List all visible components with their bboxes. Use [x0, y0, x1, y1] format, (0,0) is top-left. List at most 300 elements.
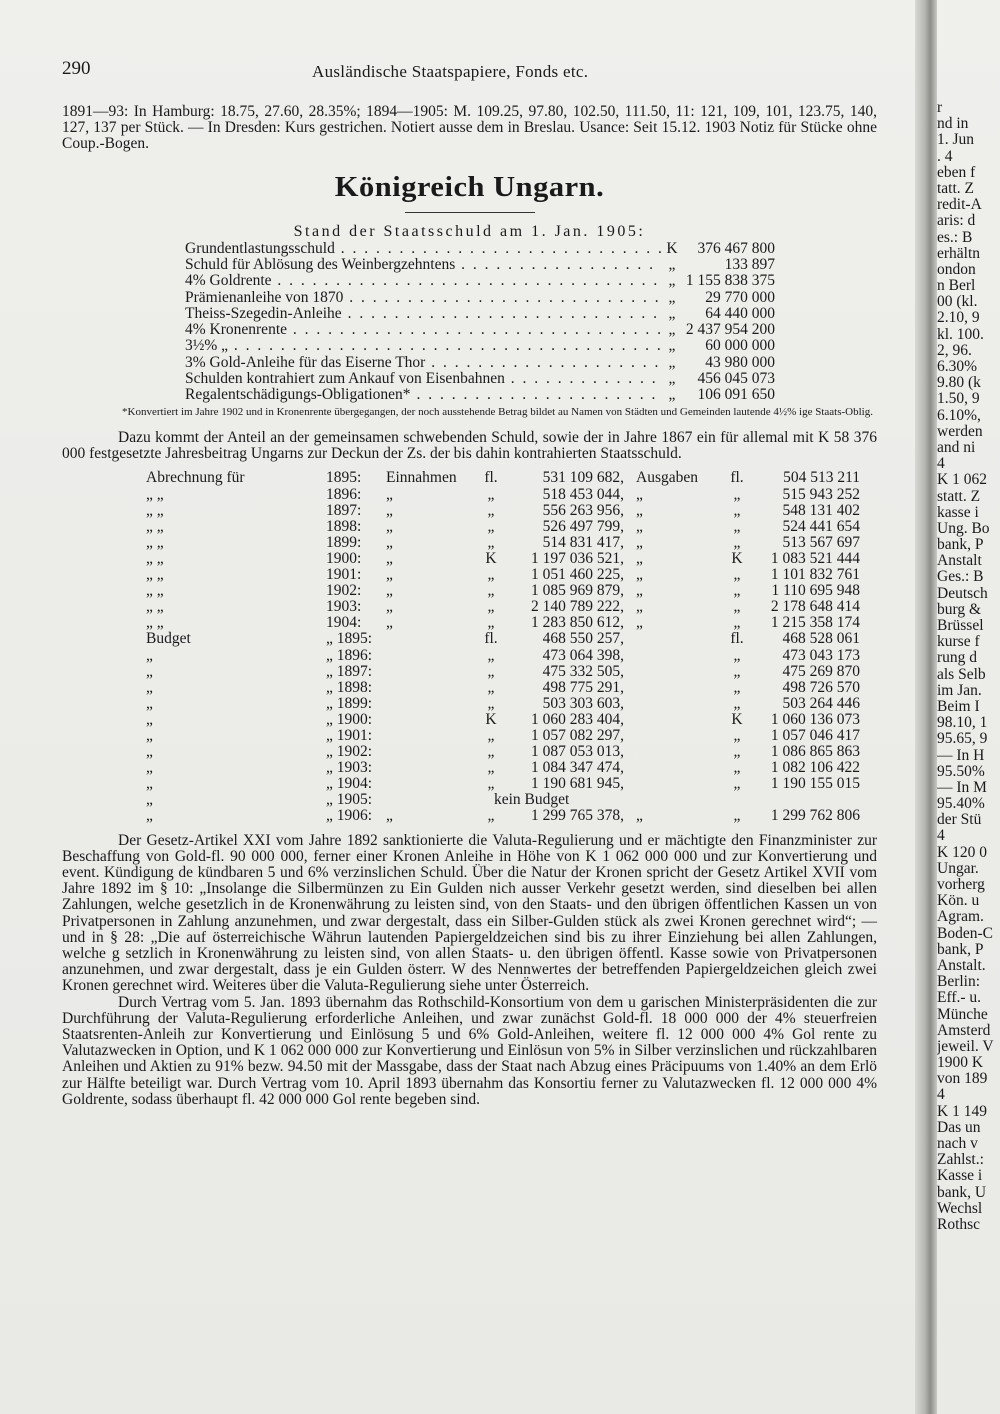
income-currency: „ [487, 678, 495, 696]
fragment-line: im Jan. [937, 681, 982, 699]
expense-currency: K [731, 710, 743, 728]
fragment-line: Rothsc [937, 1215, 981, 1233]
row-label: „ [146, 807, 153, 825]
debt-row [185, 290, 775, 306]
table-row-1905 [62, 792, 877, 808]
row-year: „ 1903: [326, 759, 373, 777]
fragment-line: aris: d [937, 212, 976, 230]
income-label: „ [386, 598, 393, 616]
debt-row [185, 322, 775, 338]
income-currency: „ [487, 775, 495, 793]
left-page [62, 50, 877, 1390]
fragment-line: Brüssel [937, 617, 984, 634]
expense-label: „ [636, 614, 643, 632]
fragment-line: Beim I [937, 697, 980, 715]
fragment-line: 1. Jun [937, 131, 975, 149]
row-label: „ „ [146, 582, 164, 600]
row-label: „ [146, 710, 153, 728]
row-year: 1901: [326, 566, 362, 584]
income-amount: 556 263 956, [542, 501, 624, 519]
table-row [62, 696, 877, 712]
table-row [62, 615, 877, 631]
expense-amount: 1 101 832 761 [770, 566, 860, 584]
debt-status-heading: Stand der Staatsschuld am 1. Jan. 1905: [293, 222, 646, 240]
expense-amount: 548 131 402 [782, 501, 860, 519]
income-label: Einnahmen [386, 469, 457, 487]
income-amount: 1 087 053 013, [531, 743, 624, 761]
accounts-table [62, 470, 877, 792]
income-amount: 1 051 460 225, [531, 566, 624, 584]
row-label: „ [146, 775, 153, 793]
fragment-line: Ges.: B [937, 568, 984, 586]
fragment-line: Berlin: [937, 973, 981, 991]
debt-amount: 376 467 800 [697, 239, 775, 257]
table-row [62, 551, 877, 567]
fragment-line: redit-A [937, 196, 982, 214]
debt-row [185, 257, 775, 273]
income-label: „ [386, 517, 393, 535]
expense-currency: „ [733, 566, 741, 584]
expense-currency: „ [733, 614, 741, 632]
expense-amount: 513 567 697 [782, 533, 860, 551]
expense-amount: 1 299 762 806 [770, 807, 860, 825]
debt-table [185, 241, 775, 404]
debt-label: 3½% „ . . . [185, 338, 661, 354]
table-row-1906 [62, 808, 877, 824]
fragment-line: nach v [937, 1135, 978, 1152]
row-label: „ „ [146, 566, 164, 584]
debt-label: Schuld für Ablösung des Weinbergzehntens . . . [185, 257, 661, 273]
income-amount: 1 299 765 378, [531, 807, 624, 825]
expense-label [624, 776, 724, 792]
expense-currency: fl. [730, 630, 744, 648]
expense-currency: „ [733, 646, 741, 664]
expense-currency: fl. [730, 469, 744, 487]
table-row [62, 680, 877, 696]
debt-label: 4% Kronenrente . . . [185, 322, 661, 338]
row-label: „ „ [146, 533, 164, 551]
income-amount: 1 085 969 879, [531, 582, 624, 600]
row-year: 1895: [326, 469, 362, 487]
income-currency: „ [487, 743, 495, 761]
debt-amount: 133 897 [724, 255, 775, 273]
debt-amount: 64 440 000 [705, 304, 775, 322]
debt-amount: 106 091 650 [697, 386, 775, 404]
row-year: „ 1904: [326, 775, 373, 793]
table-row [62, 599, 877, 615]
income-label [386, 680, 478, 696]
income-currency: „ [487, 759, 495, 777]
fragment-line: 2.10, 9 [937, 309, 980, 327]
debt-label: Theiss-Szegedin-Anleihe . . . [185, 306, 661, 322]
income-currency: „ [487, 614, 495, 632]
debt-label: 3% Gold-Anleihe für das Eiserne Thor . . . [185, 355, 661, 371]
fragment-line: Agram. [937, 908, 984, 926]
income-amount: 518 453 044, [542, 485, 624, 503]
expense-amount: 468 528 061 [782, 630, 860, 648]
fragment-line: 1900 K [937, 1054, 984, 1072]
expense-currency: „ [733, 678, 741, 696]
debt-label: Schulden kontrahiert zum Ankauf von Eisenbahnen . . . [185, 371, 661, 387]
debt-amount: 29 770 000 [705, 288, 775, 306]
expense-label: „ [636, 501, 643, 519]
fragment-line: der Stü [937, 811, 982, 829]
expense-label [624, 648, 724, 664]
expense-amount: 498 726 570 [782, 678, 860, 696]
income-amount: 1 057 082 297, [531, 726, 624, 744]
row-year: 1897: [326, 501, 362, 519]
fragment-line: bank, P [937, 536, 984, 554]
row-label: „ „ [146, 501, 164, 519]
fragment-line: nd in [937, 115, 969, 133]
debt-row [185, 387, 775, 403]
row-label: „ [146, 759, 153, 777]
title-rule [405, 212, 535, 213]
income-amount: 473 064 398, [542, 646, 624, 664]
expense-amount: 1 110 695 948 [771, 582, 860, 600]
row-label: Budget [146, 630, 191, 648]
income-label [386, 744, 478, 760]
expense-amount: 1 060 136 073 [770, 710, 860, 728]
expense-label: „ [636, 598, 643, 616]
fragment-line: 95.50% [937, 762, 985, 780]
fragment-line: jeweil. V [937, 1037, 994, 1055]
income-currency: „ [487, 485, 495, 503]
income-label [386, 631, 478, 647]
fragment-line: and ni [937, 438, 976, 456]
expense-label [624, 664, 724, 680]
row-label: „ [146, 743, 153, 761]
row-year: 1898: [326, 517, 362, 535]
expense-currency: „ [733, 694, 741, 712]
fragment-line: burg & [937, 600, 982, 618]
debt-label: Regalentschädigungs-Obligationen* . . . [185, 387, 661, 403]
fragment-line: Amsterd [937, 1021, 991, 1039]
footnote: *Konvertiert im Jahre 1902 und in Kronenrente übergegangen, der noch ausstehende Betrag bildet au Namen von Städten und Gemeinden lautende 4½% ige Staats-Oblig. [122, 405, 873, 418]
income-amount: 503 303 603, [542, 694, 624, 712]
row-year: „ 1897: [326, 662, 373, 680]
income-amount: 475 332 505, [542, 662, 624, 680]
debt-amount: 1 155 838 375 [685, 272, 775, 290]
income-currency: „ [487, 662, 495, 680]
fragment-line: 95.65, 9 [937, 730, 988, 748]
row-label: „ [146, 678, 153, 696]
row-year: „ 1901: [326, 726, 373, 744]
fragment-line: 4 [937, 827, 945, 845]
fragment-line: als Selb [937, 665, 986, 683]
gesetz-paragraph: Der Gesetz-Artikel XXI vom Jahre 1892 sanktionierte die Valuta-Regulierung und er mächtigte den Finanzminister zur Beschaffung von Gold-fl. 90 000 000, ferner einer Kronen Anleihe in Höhe von K 1 062 000 000 und zur Konvertierung und event. Kündigung de kündbaren 5 und 6% verzinslichen Schuld. Über die Natur der Kronen spricht der Gesetz Artikel XVII vom Jahre 1892 im § 10: „Insolange die Silbermünzen zu Ein Gulden nich ausser Verkehr gesetzt werden, sind dieselben bei allen Zahlungen, welche gesetzlich in de Kronenwährung zu leisten sind, von den Staats- und den übrigen öffentlichen Kassen un von Privatpersonen in Zahlung anzunehmen, und zwar dergestalt, dass ein Silber-Gulden stück als zwei Kronen gerechnet wird“; — und in § 28: „Die auf österreichische Währun lautenden Papiergeldzeichen sind bis zu ihrer Einziehung bei allen Zahlungen, welche g setzlich in Kronenwährung zu leisten sind, von allen Staats- u. den übrigen öffentl. Kasse sowie von Privatpersonen anzunehmen, und zwar dergestalt, dass je ein Gulden österr. W des Nennwertes der betreffenden Papiergeldzeichen gleich zwei Kronen gerechnet wird. Weiteres über die Valuta-Regulierung siehe unter Österreich. [62, 831, 877, 995]
row-year: 1896: [326, 485, 362, 503]
fragment-line: erhältn [937, 244, 981, 262]
fragment-line: 1.50, 9 [937, 390, 980, 408]
expense-label [624, 680, 724, 696]
row-label: „ [146, 646, 153, 664]
income-label: „ [386, 533, 393, 551]
fragment-line: von 189 [937, 1070, 988, 1088]
fragment-line: K 120 0 [937, 843, 987, 861]
fragment-line: — In H [937, 746, 985, 764]
table-row [62, 648, 877, 664]
row-year: „ 1902: [326, 743, 373, 761]
expense-currency: „ [733, 533, 741, 551]
fragment-line: Kasse i [937, 1167, 983, 1185]
expense-currency: „ [733, 759, 741, 777]
fragment-line: Münche [937, 1005, 988, 1023]
income-currency: „ [487, 646, 495, 664]
expense-amount: 1 190 155 015 [770, 775, 860, 793]
table-row [62, 728, 877, 744]
fragment-line: bank, U [937, 1183, 987, 1201]
expense-label: „ [636, 566, 643, 584]
income-amount: 526 497 799, [542, 517, 624, 535]
income-currency: „ [487, 694, 495, 712]
income-label: „ [386, 485, 393, 503]
debt-row [185, 338, 775, 354]
income-label [386, 648, 478, 664]
income-amount: 514 831 417, [542, 533, 624, 551]
expense-currency: „ [733, 582, 741, 600]
fragment-line: 4 [937, 1086, 945, 1104]
income-currency: „ [487, 517, 495, 535]
income-label [386, 696, 478, 712]
fragment-line: statt. Z [937, 487, 981, 505]
income-currency: „ [487, 501, 495, 519]
expense-currency: „ [733, 807, 741, 825]
fragment-line: Anstalt. [937, 956, 986, 974]
income-label [386, 760, 478, 776]
row-year: 1904: [326, 614, 362, 632]
expense-currency: „ [733, 743, 741, 761]
debt-currency: „ [668, 386, 676, 404]
fragment-line: vorherg [937, 876, 985, 893]
expense-currency: „ [733, 775, 741, 793]
debt-currency: K [666, 239, 678, 257]
page-number: 290 [62, 58, 91, 79]
debt-label: Grundentlastungsschuld . . . [185, 241, 661, 257]
fragment-line: es.: B [937, 228, 973, 246]
intro-paragraph: 1891—93: In Hamburg: 18.75, 27.60, 28.35%; 1894—1905: M. 109.25, 97.80, 102.50, 111.50, 11: 121, 109, 101, 123.75, 140, 127, 137 per Stück. — In Dresden: Kurs gestrichen. Notiert ausse dem in Breslau. Usance: Seit 15.12. 1903 Notiz für Stücke ohne Coup.-Bogen. [62, 103, 877, 153]
expense-label [624, 696, 724, 712]
fragment-line: kl. 100. [937, 325, 984, 343]
income-amount: 1 197 036 521, [531, 549, 624, 567]
table-row [62, 535, 877, 551]
fragment-line: werden [937, 422, 983, 440]
fragment-line: kasse i [937, 503, 979, 521]
row-label: „ [146, 726, 153, 744]
income-label [386, 728, 478, 744]
right-page-fragment [937, 100, 1000, 1410]
fragment-line: r [937, 100, 943, 116]
fragment-line: Eff.- u. [937, 989, 982, 1007]
row-year: „ 1898: [326, 678, 373, 696]
no-budget-note: kein Budget [494, 791, 570, 809]
income-currency: „ [487, 598, 495, 616]
table-row [62, 631, 877, 647]
table-row [62, 664, 877, 680]
fragment-line: 4 [937, 455, 945, 473]
expense-amount: 1 082 106 422 [770, 759, 860, 777]
income-label: „ [386, 501, 393, 519]
fragment-line: eben f [937, 163, 976, 181]
fragment-line: 2, 96. [937, 341, 972, 359]
fragment-line: 9.80 (k [937, 374, 981, 392]
debt-amount: 43 980 000 [705, 353, 775, 371]
income-amount: 1 060 283 404, [531, 710, 624, 728]
section-title: Königreich Ungarn. [334, 170, 605, 203]
expense-currency: „ [733, 662, 741, 680]
expense-amount: 515 943 252 [782, 485, 860, 503]
income-currency: fl. [484, 469, 498, 487]
fragment-line: 95.40% [937, 795, 985, 813]
dazu-paragraph: Dazu kommt der Anteil an der gemeinsamen schwebenden Schuld, sowie der in Jahre 1867 ein für allemal mit K 58 376 000 festgesetzte Jahresbeitrag Ungarns zur Deckun der Zs. der bis dahin kontrahierten Staatsschuld. [62, 429, 877, 463]
expense-label: „ [636, 517, 643, 535]
expense-amount: 2 178 648 414 [770, 598, 860, 616]
income-amount: 498 775 291, [542, 678, 624, 696]
expense-amount: 504 513 211 [783, 469, 860, 487]
fragment-line: . 4 [937, 147, 953, 165]
row-year: „ 1895: [326, 630, 373, 648]
income-currency: K [485, 549, 497, 567]
table-row [62, 503, 877, 519]
fragment-line: Boden-C [937, 924, 993, 942]
table-row [62, 583, 877, 599]
table-row [62, 776, 877, 792]
expense-currency: „ [733, 501, 741, 519]
row-year: 1900: [326, 549, 362, 567]
fragment-line: n Berl [937, 277, 976, 295]
income-amount: 531 109 682, [542, 469, 624, 487]
debt-amount: 60 000 000 [705, 337, 775, 355]
row-year: „ 1896: [326, 646, 373, 664]
accounts-tail [62, 792, 877, 824]
fragment-line: K 1 149 [937, 1102, 987, 1120]
row-year: „ 1900: [326, 710, 373, 728]
row-year: 1899: [326, 533, 362, 551]
expense-amount: 473 043 173 [782, 646, 860, 664]
fragment-line: 6.10%, [937, 406, 981, 424]
row-label: „ „ [146, 598, 164, 616]
fragment-line: 98.10, 1 [937, 714, 988, 732]
expense-label: „ [636, 807, 643, 825]
row-label: „ „ [146, 517, 164, 535]
fragment-line: Deutsch [937, 584, 988, 602]
expense-amount: 1 057 046 417 [770, 726, 860, 744]
expense-label [624, 712, 724, 728]
debt-currency: „ [668, 272, 676, 290]
fragment-line: Zahlst.: [937, 1151, 984, 1169]
debt-currency: „ [668, 288, 676, 306]
vertrag-paragraph: Durch Vertrag vom 5. Jan. 1893 übernahm das Rothschild-Konsortium von dem u garischen Ministerpräsidenten die zur Durchführung der Valuta-Regulierung erforderliche Anleihen, und zwar zunächst Gold-fl. 18 000 000 der 4% steuerfreien Staatsrenten-Anleih zur Konvertierung und Einlösung 5 und 6% Gold-Anleihen, weitere fl. 12 000 000 4% Gol rente zu Valutazwecken in Option, und K 1 062 000 000 zur Konvertierung und Einlösun von 5% in Silber verzinslichen und rückzahlbaren Anleihen und Aktien zu 91% bezw. 94.50 mit der Massgabe, dass der Staat nach Abzug eines Präcipuums von 1.40% an dem Erlö zur Hälfte beteiligt war. Durch Vertrag vom 10. April 1893 übernahm das Konsortiu ferner zu Valutazwecken fl. 12 000 000 4% Goldrente, sodass überhaupt fl. 42 000 000 Gol rente begeben sind. [62, 993, 877, 1108]
fragment-line: — In M [937, 778, 987, 796]
fragment-line: Anstalt [937, 552, 982, 570]
debt-amount: 456 045 073 [697, 369, 775, 387]
row-label: „ „ [146, 614, 164, 632]
fragment-line: K 1 062 [937, 471, 987, 489]
debt-amount: 2 437 954 200 [685, 321, 775, 339]
income-label: „ [386, 807, 393, 825]
expense-label [624, 631, 724, 647]
expense-currency: „ [733, 485, 741, 503]
debt-currency: „ [668, 255, 676, 273]
income-label [386, 664, 478, 680]
expense-currency: „ [733, 726, 741, 744]
expense-amount: 524 441 654 [782, 517, 860, 535]
expense-label [624, 744, 724, 760]
row-year: „ 1905: [326, 791, 373, 809]
table-row [62, 744, 877, 760]
page-header [62, 50, 877, 90]
table-row [62, 519, 877, 535]
running-head: Ausländische Staatspapiere, Fonds etc. [312, 62, 589, 81]
income-amount: 1 084 347 474, [531, 759, 624, 777]
debt-label: Prämienanleihe von 1870 . . . [185, 290, 661, 306]
income-amount: 468 550 257, [542, 630, 624, 648]
book-gutter [915, 0, 937, 1414]
income-label: „ [386, 582, 393, 600]
income-currency: K [485, 710, 497, 728]
income-currency: „ [487, 566, 495, 584]
expense-amount: 1 215 358 174 [770, 614, 860, 632]
income-currency: „ [487, 807, 495, 825]
row-label: „ [146, 694, 153, 712]
row-label: „ „ [146, 549, 164, 567]
row-year: 1902: [326, 582, 362, 600]
expense-currency: „ [733, 517, 741, 535]
expense-label: „ [636, 533, 643, 551]
expense-label: „ [636, 549, 643, 567]
debt-currency: „ [668, 369, 676, 387]
income-amount: 1 283 850 612, [531, 614, 624, 632]
debt-row [185, 371, 775, 387]
debt-currency: „ [668, 337, 676, 355]
fragment-line: Ungar. [937, 859, 979, 877]
income-label: „ [386, 549, 393, 567]
income-amount: 2 140 789 222, [531, 598, 624, 616]
expense-label [624, 728, 724, 744]
expense-amount: 503 264 446 [782, 694, 860, 712]
fragment-line: Wechsl [937, 1199, 983, 1217]
table-row [62, 760, 877, 776]
row-label: „ [146, 791, 153, 809]
expense-currency: „ [733, 598, 741, 616]
debt-currency: „ [668, 353, 676, 371]
debt-row [185, 355, 775, 371]
income-label [386, 776, 478, 792]
income-currency: „ [487, 582, 495, 600]
row-label: „ [146, 662, 153, 680]
expense-label [624, 760, 724, 776]
table-row [62, 712, 877, 728]
table-row [62, 487, 877, 503]
income-amount: 1 190 681 945, [531, 775, 624, 793]
table-row [62, 470, 877, 486]
debt-row [185, 306, 775, 322]
expense-label: Ausgaben [636, 469, 698, 487]
expense-amount: 1 083 521 444 [770, 549, 860, 567]
fragment-line: Ung. Bo [937, 519, 990, 537]
debt-row [185, 273, 775, 289]
debt-label: 4% Goldrente . . . [185, 273, 661, 289]
expense-label: „ [636, 582, 643, 600]
debt-currency: „ [668, 321, 676, 339]
income-label: „ [386, 614, 393, 632]
expense-currency: K [731, 549, 743, 567]
fragment-line: Kön. u [937, 892, 980, 910]
table-row [62, 567, 877, 583]
income-label [386, 712, 478, 728]
fragment-line: tatt. Z [937, 179, 975, 197]
row-label: Abrechnung für [146, 469, 245, 487]
